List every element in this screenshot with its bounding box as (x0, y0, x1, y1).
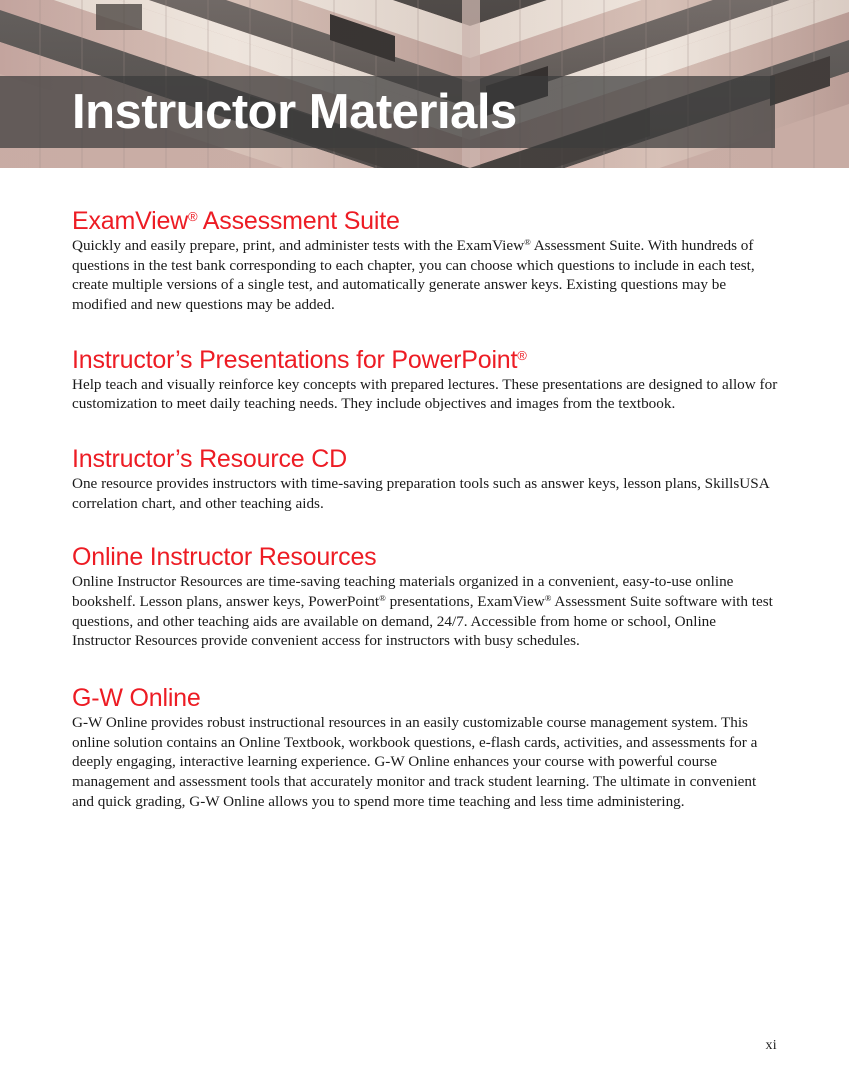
section-body-resource-cd (72, 474, 778, 514)
page-number: xi (765, 1038, 777, 1053)
section-online-instructor-resources (72, 543, 778, 651)
heading-text: ExamView (72, 207, 189, 235)
section-body-gw-online (72, 713, 778, 812)
body-text-part-2: presentations, ExamView (385, 592, 545, 610)
section-heading-online-instructor-resources (72, 543, 778, 572)
section-heading-examview (72, 207, 778, 236)
section-heading-gw-online (72, 684, 778, 713)
registered-trademark-icon: ® (517, 347, 527, 363)
page-title: Instructor Materials (72, 84, 517, 139)
content-area (72, 168, 778, 812)
section-heading-powerpoint-presentations (72, 346, 778, 375)
registered-trademark-icon: ® (188, 208, 198, 224)
hero-banner (0, 0, 849, 168)
registered-trademark-icon: ® (524, 236, 531, 247)
section-gw-online (72, 684, 778, 812)
body-text-part-3: Assessment Suite software with test questions, and other teaching aids are available on demand, 24/7. Accessible from home or school, Online Instructor Resources provide convenient access for instructors with busy schedules. (72, 592, 773, 650)
section-resource-cd (72, 445, 778, 513)
heading-text-tail: Assessment Suite (197, 207, 400, 235)
body-text-part-2: Assessment Suite. With hundreds of questions in the test bank corresponding to each chapter, you can choose which questions to include in each test, create multiple versions of a single test, and automatically generate answer keys. Existing questions may be modified and new questions may be added. (72, 236, 755, 313)
heading-text: Instructor’s Presentations for PowerPoint (72, 345, 518, 374)
section-heading-resource-cd (72, 445, 778, 474)
body-text-part-1: Help teach and visually reinforce key concepts with prepared lectures. These presentations are designed to allow for customization to meet daily teaching needs. They include objectives and images from the textbook. (72, 375, 778, 413)
registered-trademark-icon-2: ® (544, 592, 552, 603)
section-examview (72, 207, 778, 315)
registered-trademark-icon: ® (379, 592, 386, 603)
body-text-part-1: One resource provides instructors with time-saving preparation tools such as answer keys, lesson plans, SkillsUSA correlation chart, and other teaching aids. (72, 474, 769, 512)
section-body-powerpoint-presentations (72, 375, 778, 415)
heading-text: Instructor’s Resource CD (72, 445, 347, 473)
body-text-part-1: Quickly and easily prepare, print, and administer tests with the ExamView (72, 236, 525, 254)
section-powerpoint-presentations (72, 346, 778, 414)
heading-text: Online Instructor Resources (72, 543, 377, 572)
heading-text: G-W Online (72, 684, 201, 712)
section-body-online-instructor-resources (72, 572, 778, 651)
body-text-part-1: Online Instructor Resources are time-saving teaching materials organized in a convenient, easy-to-use online bookshelf. Lesson plans, answer keys, PowerPoint (72, 573, 734, 610)
section-body-examview (72, 236, 778, 315)
body-text-part-1: G-W Online provides robust instructional resources in an easily customizable course management system. This online solution contains an Online Textbook, workbook questions, e-flash cards, activities, and assessments for a deeply engaging, interactive learning experience. G-W Online enhances your course with powerful course management and assessment tools that accurately monitor and track student learning. The ultimate in convenient and quick grading, G-W Online allows you to spend more time teaching and less time administering. (72, 713, 758, 810)
